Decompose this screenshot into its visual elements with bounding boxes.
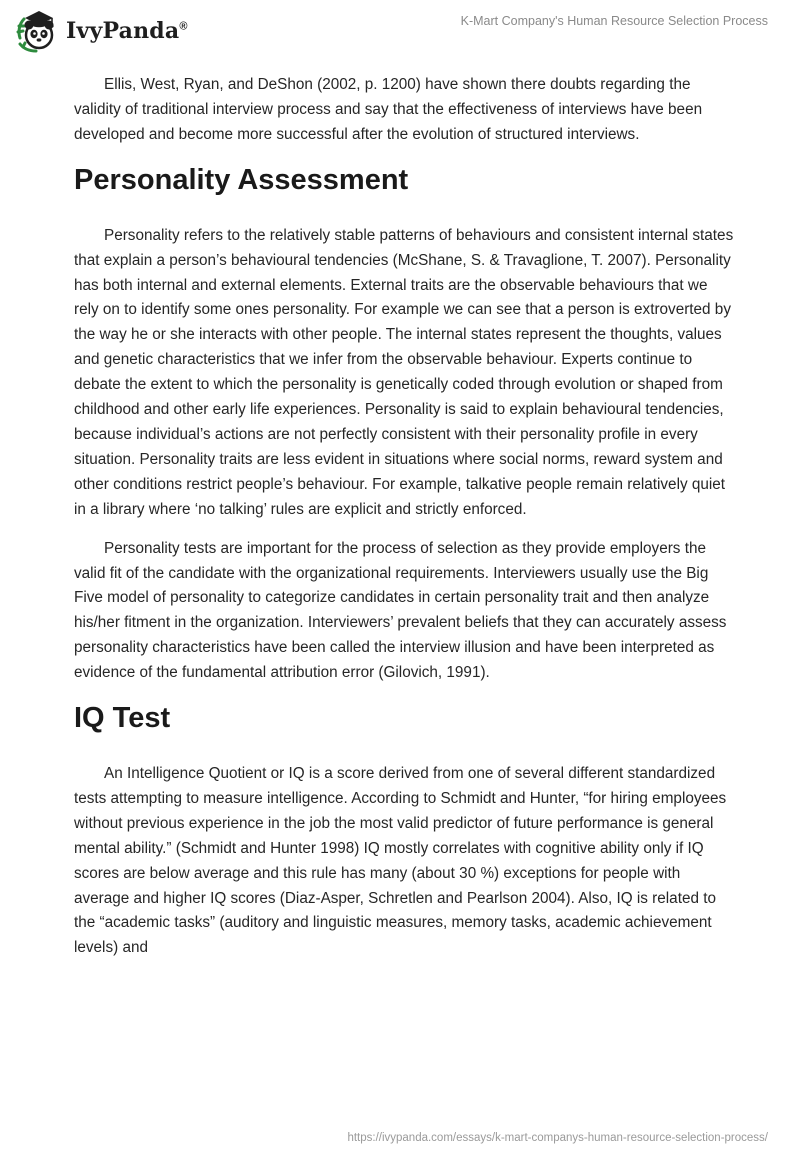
paragraph-personality-definition: Personality refers to the relatively stable patterns of behaviours and consistent internal states that explain a person’s behavioural tendencies (McShane, S. & Travaglione, T. 2007). Personality has both internal and external elements. External traits are the observable behaviours that we rely on to identify some ones personality. For example we can see that a person is extroverted by the way he or she interacts with other people. The internal states represent the thoughts, values and genetic characteristics that we infer from the observable behaviour. Experts continue to debate the extent to which the personality is genetically coded through evolution or shaped from childhood and other early life experiences. Personality is said to explain behavioural tendencies, because individual’s actions are not perfectly consistent with their personality profile in every situation. Personality traits are less evident in situations where social norms, reward system and other conditions restrict people’s behaviour. For example, talkative people remain relatively quiet in a library where ‘no talking’ rules are explicit and strictly enforced.: [74, 226, 734, 518]
source-url-link[interactable]: https://ivypanda.com/essays/k-mart-companys-human-resource-selection-process/: [347, 1132, 768, 1144]
paragraph-interview-validity: Ellis, West, Ryan, and DeShon (2002, p. 1200) have shown there doubts regarding the validity of traditional interview process and say that the effectiveness of interviews have been developed and become more successful after the evolution of structured interviews.: [74, 76, 703, 143]
brand-name: IvyPanda®: [66, 18, 188, 44]
paragraph-iq-definition: An Intelligence Quotient or IQ is a score derived from one of several different standardized tests attempting to measure intelligence. According to Schmidt and Hunter, “for hiring employees without previous experience in the job the most valid predictor of future performance is general mental ability.” (Schmidt and Hunter 1998) IQ mostly correlates with cognitive ability only if IQ scores are below average and this rule has many (about 30 %) exceptions for people with average and higher IQ scores (Diaz-Asper, Schretlen and Pearlson 2004). Also, IQ is related to the “academic tasks” (auditory and linguistic measures, memory tasks, academic achievement levels) and: [74, 765, 727, 957]
document-title: K-Mart Company's Human Resource Selection Process: [460, 14, 768, 28]
page-header: [0, 0, 800, 60]
essay-content: [74, 73, 734, 975]
registered-mark: ®: [179, 20, 188, 33]
heading-iq-test: IQ Test: [74, 702, 171, 735]
heading-personality-assessment: Personality Assessment: [74, 163, 409, 196]
brand-logo[interactable]: [14, 8, 188, 54]
paragraph-personality-tests: Personality tests are important for the process of selection as they provide employers the valid fit of the candidate with the organizational requirements. Interviewers usually use the Big Five model of personality to categorize candidates in certain personality trait and then analyze his/her fitment in the organization. Interviewers’ prevalent beliefs that they can accurately assess personality characteristics have been called the interview illusion and have been interpreted as evidence of the fundamental attribution error (Gilovich, 1991).: [74, 539, 727, 682]
panda-logo-icon: [14, 8, 60, 54]
